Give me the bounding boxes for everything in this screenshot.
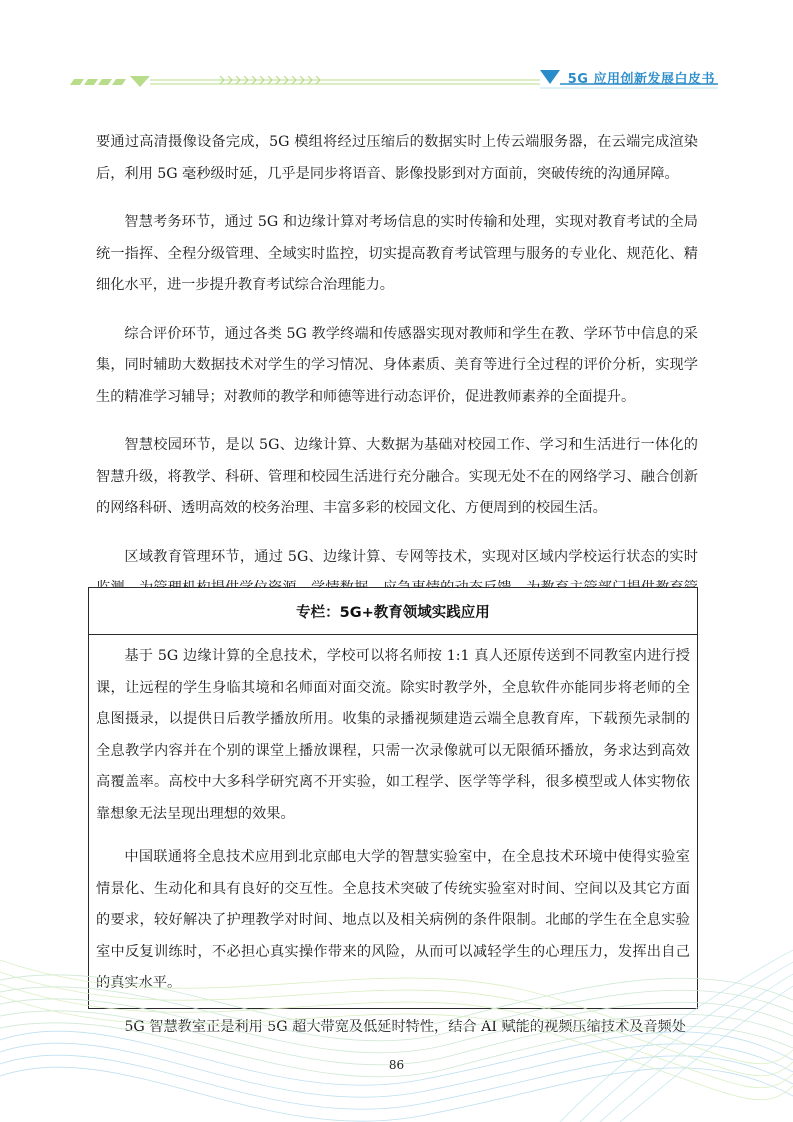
sidebar-title: 专栏：5G+教育领域实践应用 <box>89 588 697 635</box>
page-number: 86 <box>388 1058 405 1072</box>
main-content <box>96 127 698 653</box>
header-stripes <box>70 79 126 85</box>
page-header <box>0 0 793 110</box>
paragraph: 智慧校园环节，是以 5G、边缘计算、大数据为基础对校园工作、学习和生活进行一体化的智慧升级，将教学、科研、管理和校园生活进行充分融合。实现无处不在的网络学习、融合创新的网络科研、透明高效的校务治理、丰富多彩的校园文化、方便周到的校园生活。 <box>96 437 698 516</box>
header-title: 5G 应用创新发展白皮书 <box>567 72 715 87</box>
paragraph: 综合评价环节，通过各类 5G 教学终端和传感器实现对教师和学生在教、学环节中信息的采集，同时辅助大数据技术对学生的学习情况、身体素质、美育等进行全过程的评价分析，实现学生的精准学习辅导；对教师的教学和师德等进行动态评价，促进教师素养的全面提升。 <box>96 325 698 405</box>
header-decoration <box>0 0 793 110</box>
sidebar-paragraph: 中国联通将全息技术应用到北京邮电大学的智慧实验室中，在全息技术环境中使得实验室情景化、生动化和具有良好的交互性。全息技术突破了传统实验室对时间、空间以及其它方面的要求，较好解决了护理教学对时间、地点以及相关病例的条件限制。北邮的学生在全息实验室中反复训练时，不必担心真实操作带来的风险，从而可以减轻学生的心理压力，发挥出自己的真实水平。 <box>96 849 690 991</box>
sidebar-paragraph: 5G 智慧教室正是利用 5G 超大带宽及低延时特性，结合 AI 赋能的视频压缩技术及音频处 <box>124 1018 686 1035</box>
paragraph: 区域教育管理环节，通过 5G、边缘计算、专网等技术，实现对区域内学校运行状态的实时 <box>124 548 698 565</box>
paragraph: 要通过高清摄像设备完成，5G 模组将经过压缩后的数据实时上传云端服务器，在云端完成渲染后，利用 5G 毫秒级时延，几乎是同步将语音、影像投影到对方面前，突破传统的沟通屏障。 <box>96 134 698 182</box>
paragraph: 智慧考务环节，通过 5G 和边缘计算对考场信息的实时传输和处理，实现对教育考试的全局统一指挥、全程分级管理、全域实时监控，切实提高教育考试管理与服务的专业化、规范化、精细化水平，进一步提升教育考试综合治理能力。 <box>96 214 698 293</box>
header-triangle-right <box>540 70 560 84</box>
footer-wave-decoration <box>0 940 793 1122</box>
header-triangle-left <box>130 76 150 87</box>
sidebar-paragraph: 基于 5G 边缘计算的全息技术，学校可以将名师按 1:1 真人还原传送到不同教室内进行授课，让远程的学生身临其境和名师面对面交流。除实时教学外，全息软件亦能同步将老师的全息图摄录，以提供日后教学播放所用。收集的录播视频建造云端全息教育库，下载预先录制的全息教学内容并在个别的课堂上播放课程，只需一次录像就可以无限循环播放，务求达到高效高覆盖率。高校中大多科学研究离不开实验，如工程学、医学等学科，很多模型或人体实物依靠想象无法呈现出理想的效果。 <box>96 648 690 822</box>
